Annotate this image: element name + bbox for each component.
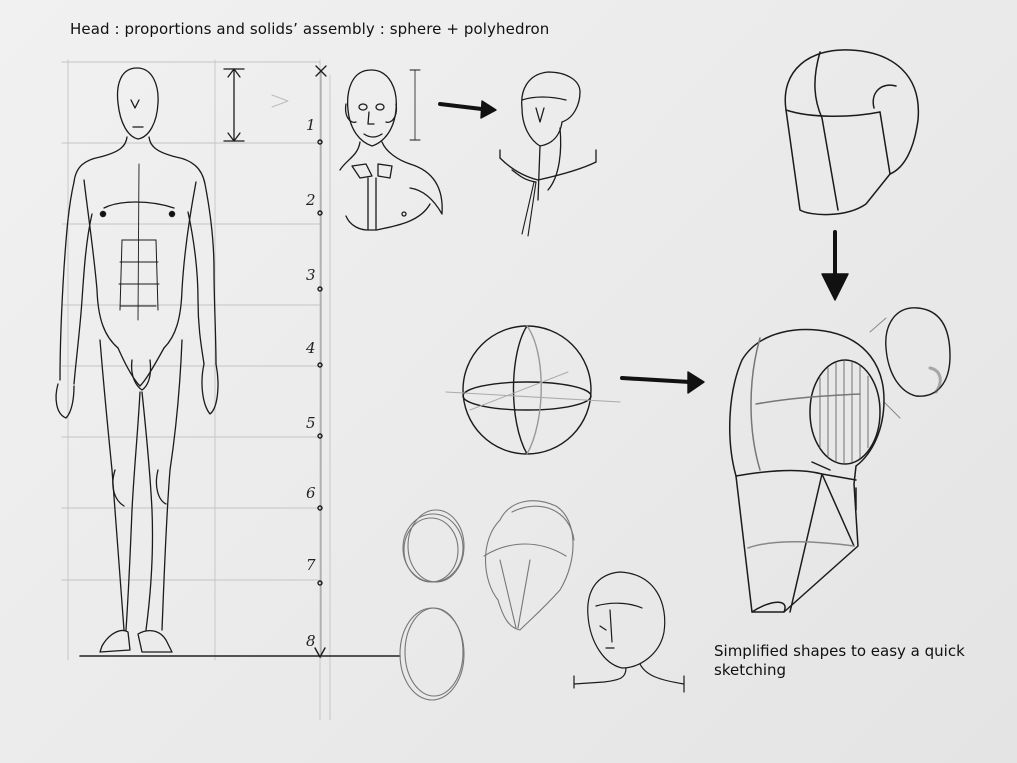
scale-label-2: 2: [306, 191, 316, 209]
page-title: Head : proportions and solids’ assembly : sphere + polyhedron: [70, 20, 550, 38]
head-shoulders-study: [340, 70, 442, 230]
standing-figure: [56, 68, 218, 652]
arrow-down: [822, 232, 848, 300]
caption-text: [714, 642, 994, 680]
caption-line-2: sketching: [714, 661, 787, 679]
cranium-shape: [785, 50, 918, 215]
sphere-solid: [446, 326, 620, 454]
construction-lines: [62, 60, 330, 720]
scale-label-6: 6: [306, 484, 316, 502]
scale-label-7: 7: [306, 556, 316, 574]
quick-sketches: [400, 501, 574, 700]
caption-line-1: Simplified shapes to easy a quick: [714, 642, 965, 660]
scale-label-5: 5: [306, 414, 316, 432]
arrow-to-skull: [440, 101, 496, 118]
scale-label-4: 4: [306, 339, 316, 357]
scale-label-3: 3: [306, 266, 316, 284]
scale-label-8: 8: [306, 632, 316, 650]
skull-construction: [500, 72, 596, 236]
scale-label-1: 1: [306, 116, 316, 134]
assembly-shape: [730, 330, 884, 612]
proportion-bracket: [224, 69, 244, 141]
height-scale: [305, 66, 326, 658]
arrow-to-assembly: [622, 372, 704, 393]
head-sketch: [574, 572, 684, 692]
ear-sphere: [870, 308, 950, 418]
